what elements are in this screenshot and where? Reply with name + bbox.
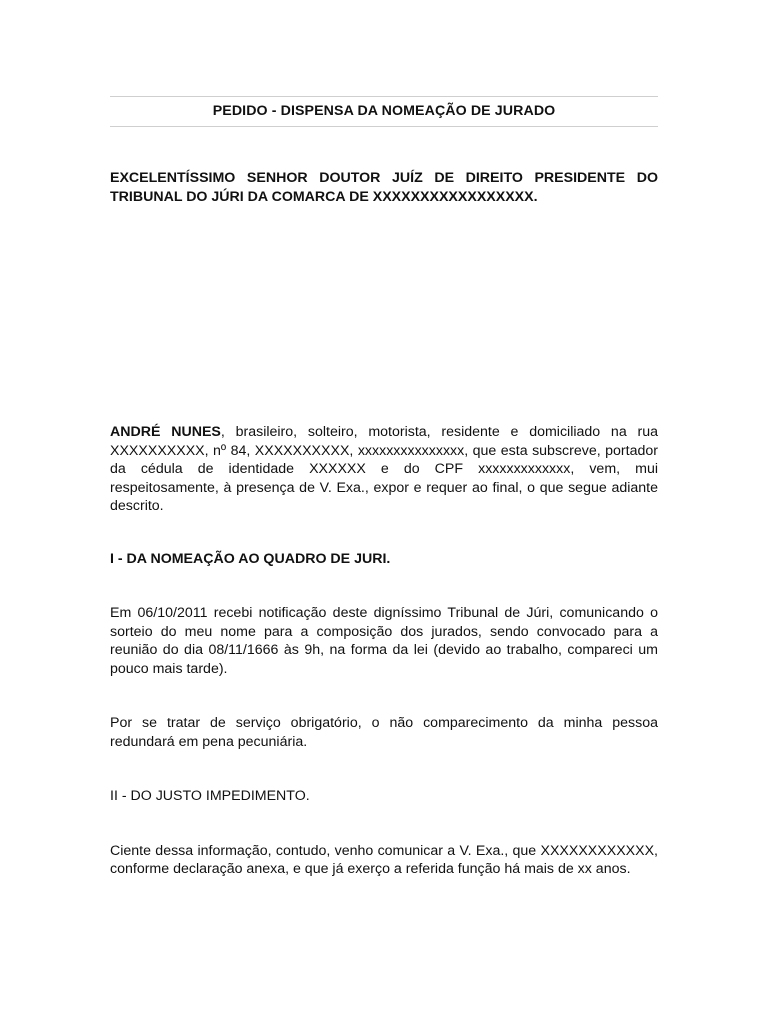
section-heading-1: I - DA NOMEAÇÃO AO QUADRO DE JURI. bbox=[110, 550, 391, 567]
addressee: EXCELENTÍSSIMO SENHOR DOUTOR JUÍZ DE DIREITO PRESIDENTE DO TRIBUNAL DO JÚRI DA COMARCA DE XXXXXXXXXXXXXXXXX. bbox=[110, 170, 658, 205]
document-title: PEDIDO - DISPENSA DA NOMEAÇÃO DE JURADO bbox=[110, 96, 658, 127]
intro-paragraph bbox=[110, 423, 658, 516]
section-heading-2: II - DO JUSTO IMPEDIMENTO. bbox=[110, 788, 310, 804]
intro-text: , brasileiro, solteiro, motorista, residente e domiciliado na rua XXXXXXXXXX, nº 84, XXXXXXXXXX, xxxxxxxxxxxxxxx, que esta subscreve, portador da cédula de identidade XXXXXX e do CPF xxxxxxxxxxxxx, vem, mui respeitosamente, à presença de V. Exa., expor e requer ao final, o que segue adiante descrito. bbox=[110, 424, 658, 514]
document-page bbox=[110, 96, 658, 879]
section1-paragraph-2: Por se tratar de serviço obrigatório, o não comparecimento da minha pessoa redundará em pena pecuniária. bbox=[110, 715, 658, 750]
section1-paragraph-1: Em 06/10/2011 recebi notificação deste digníssimo Tribunal de Júri, comunicando o sorteio do meu nome para a composição dos jurados, sendo convocado para a reunião do dia 08/11/1666 às 9h, na forma da lei (devido ao trabalho, compareci um pouco mais tarde). bbox=[110, 605, 658, 677]
section2-paragraph-1: Ciente dessa informação, contudo, venho comunicar a V. Exa., que XXXXXXXXXXXX, conforme declaração anexa, e que já exerço a referida função há mais de xx anos. bbox=[110, 842, 658, 877]
petitioner-name: ANDRÉ NUNES bbox=[110, 424, 221, 440]
